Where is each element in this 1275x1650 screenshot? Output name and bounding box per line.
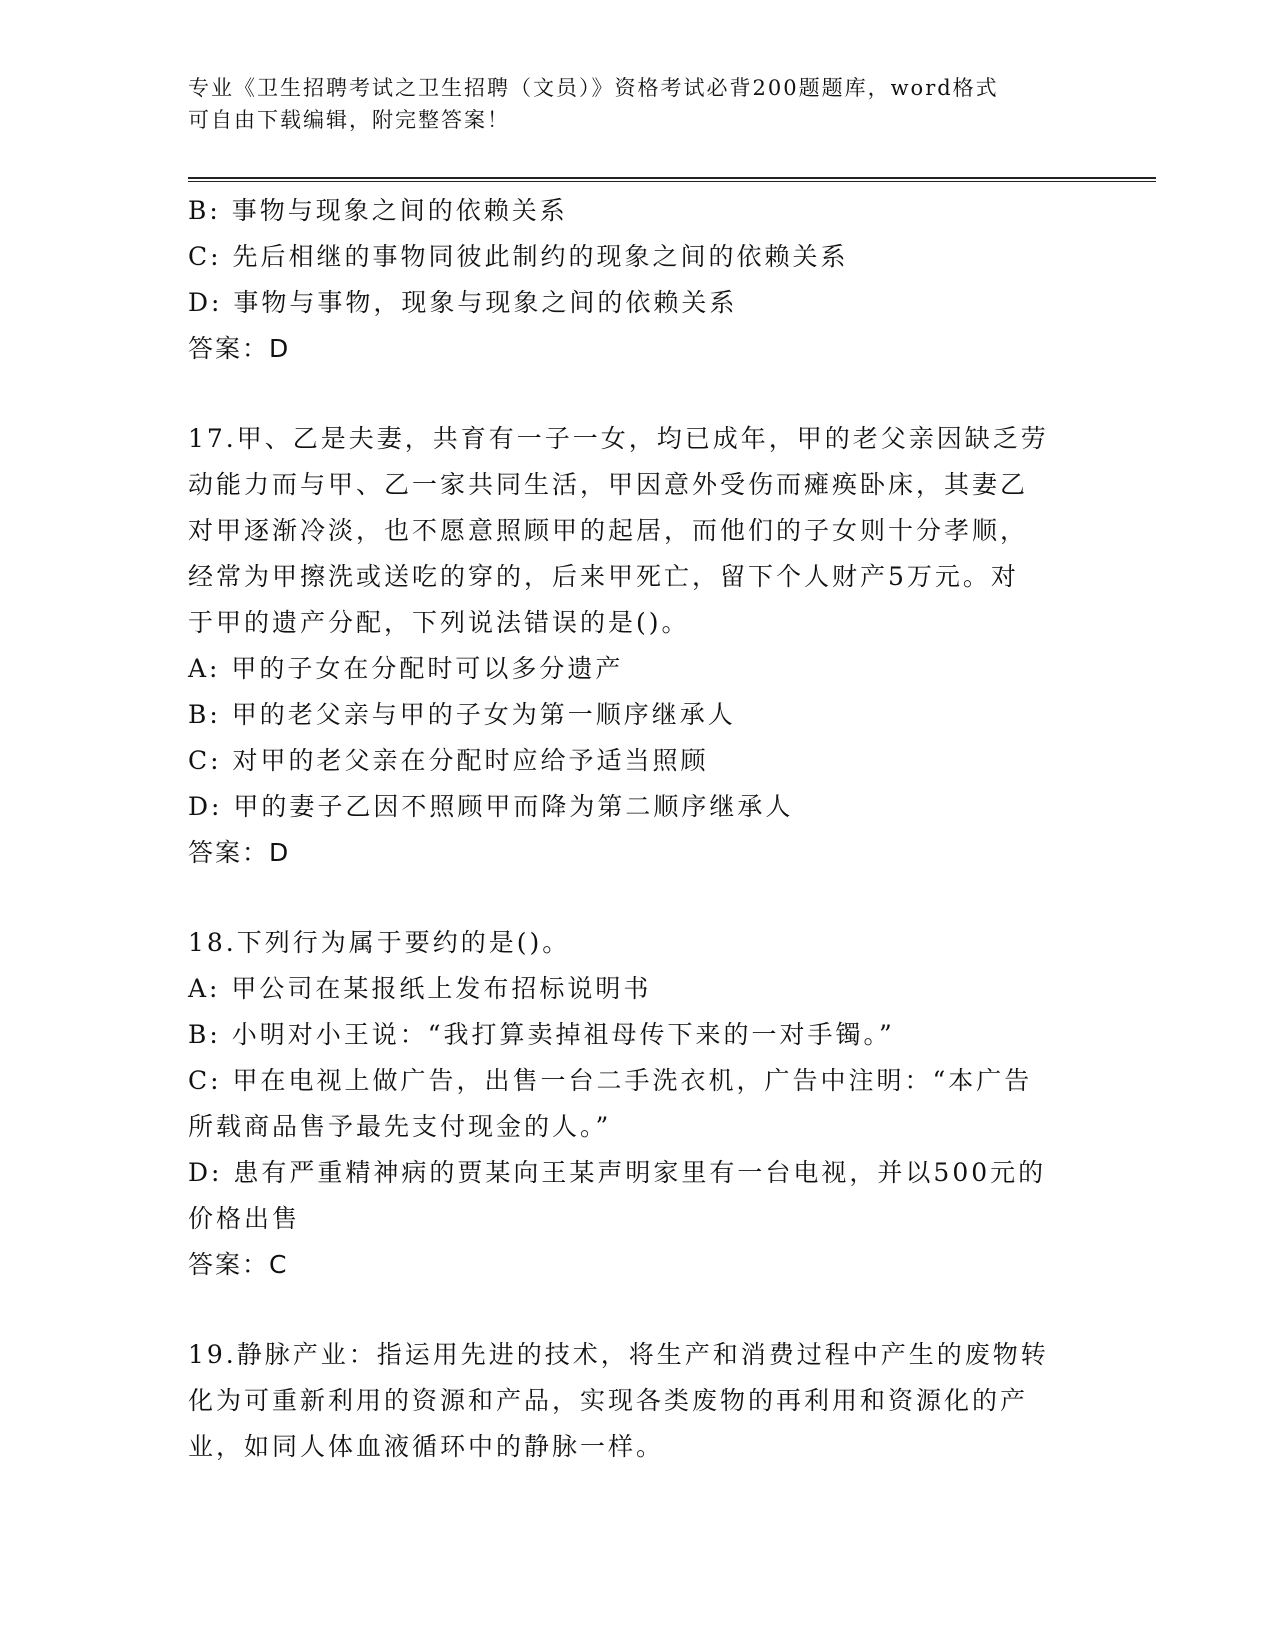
question-19-stem-line: 19.静脉产业：指运用先进的技术，将生产和消费过程中产生的废物转 — [188, 1340, 1049, 1369]
question-19-stem-line: 化为可重新利用的资源和产品，实现各类废物的再利用和资源化的产 — [188, 1386, 1029, 1415]
question-17-option-b: B: 甲的老父亲与甲的子女为第一顺序继承人 — [188, 700, 736, 729]
question-17-answer: 答案：D — [188, 838, 291, 867]
question-16-option-b: B: 事物与现象之间的依赖关系 — [188, 196, 568, 225]
question-18-option-d-line: D: 患有严重精神病的贾某向王某声明家里有一台电视，并以500元的 — [188, 1158, 1047, 1187]
question-17-stem-line: 对甲逐渐冷淡，也不愿意照顾甲的起居，而他们的子女则十分孝顺， — [188, 516, 1029, 545]
header-divider — [188, 177, 1156, 183]
question-17 — [188, 416, 1088, 876]
question-18-option-c-line: 所载商品售予最先支付现金的人。” — [188, 1112, 612, 1141]
question-18-answer: 答案：C — [188, 1250, 289, 1279]
question-19 — [188, 1332, 1088, 1470]
question-19-stem-line: 业，如同人体血液循环中的静脉一样。 — [188, 1432, 665, 1461]
header-title-line-1: 专业《卫生招聘考试之卫生招聘（文员）》资格考试必背200题题库，word格式 — [188, 76, 999, 100]
document-body — [188, 188, 1088, 1470]
question-17-option-c: C: 对甲的老父亲在分配时应给予适当照顾 — [188, 746, 709, 775]
question-17-stem-line: 经常为甲擦洗或送吃的穿的，后来甲死亡，留下个人财产5万元。对 — [188, 562, 1019, 591]
question-17-stem-line: 动能力而与甲、乙一家共同生活，甲因意外受伤而瘫痪卧床，其妻乙 — [188, 470, 1029, 499]
question-17-stem-line: 17.甲、乙是夫妻，共育有一子一女，均已成年，甲的老父亲因缺乏劳 — [188, 424, 1049, 453]
question-17-stem-line: 于甲的遗产分配，下列说法错误的是()。 — [188, 608, 690, 637]
question-17-option-d: D: 甲的妻子乙因不照顾甲而降为第二顺序继承人 — [188, 792, 794, 821]
question-18-option-d-line: 价格出售 — [188, 1204, 301, 1233]
question-16-option-d: D: 事物与事物，现象与现象之间的依赖关系 — [188, 288, 738, 317]
question-16-option-c: C: 先后相继的事物同彼此制约的现象之间的依赖关系 — [188, 242, 849, 271]
question-17-option-a: A: 甲的子女在分配时可以多分遗产 — [188, 654, 624, 683]
question-16-answer: 答案：D — [188, 334, 291, 363]
question-18 — [188, 920, 1088, 1288]
question-18-stem: 18.下列行为属于要约的是()。 — [188, 928, 571, 957]
document-header — [188, 72, 1088, 136]
header-title-line-2: 可自由下载编辑，附完整答案！ — [188, 108, 510, 132]
question-18-option-c-line: C: 甲在电视上做广告，出售一台二手洗衣机，广告中注明：“本广告 — [188, 1066, 1033, 1095]
question-18-option-a: A: 甲公司在某报纸上发布招标说明书 — [188, 974, 652, 1003]
question-16 — [188, 188, 1088, 372]
question-18-option-b: B: 小明对小王说：“我打算卖掉祖母传下来的一对手镯。” — [188, 1020, 895, 1049]
